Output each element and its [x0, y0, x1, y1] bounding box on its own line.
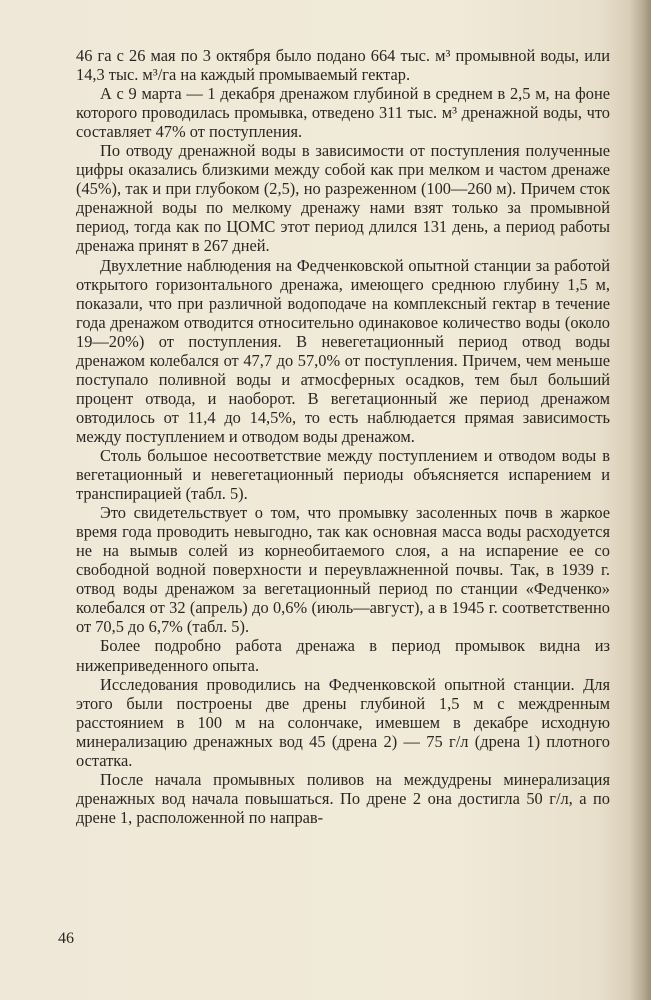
- body-text: [76, 46, 610, 827]
- paragraph: После начала промывных поливов на междудрены минерализация дренажных вод начала повышаться. По дрене 2 она достигла 50 г/л, а по дрене 1, расположенной по направ-: [76, 769, 610, 827]
- paragraph: Это свидетельствует о том, что промывку засоленных почв в жаркое время года проводить невыгодно, так как основная масса воды расходуется не на вымыв солей из корнеобитаемого слоя, а на испарение ее со свободной водной поверхности и переувлажненной почвы. Так, в 1939 г. отвод воды дренажом за вегетационный период по станции «Федченко» колебался от 32 (апрель) до 0,6% (июль—август), а в 1945 г. соответственно от 70,5 до 6,7% (табл. 5).: [76, 503, 610, 637]
- paragraph: Двухлетние наблюдения на Федченковской опытной станции за работой открытого горизонтального дренажа, имеющего среднюю глубину 1,5 м, показали, что при различной водоподаче на комплексный гектар в течение года дренажом отводится относительно одинаковое количество воды (около 19—20%) от поступления. В невегетационный период отвод воды дренажом колебался от 47,7 до 57,0% от поступления. Причем, чем меньше поступало поливной воды и атмосферных осадков, тем был больший процент отвода, и наоборот. В вегетационный же период дренажом овтодилось от 11,4 до 14,5%, то есть наблюдается прямая зависимость между поступлением и отводом воды дренажом.: [76, 255, 610, 446]
- paragraph: Столь большое несоответствие между поступлением и отводом воды в вегетационный и невегетационный периоды объясняется испарением и транспирацией (табл. 5).: [76, 445, 610, 504]
- paragraph: 46 га с 26 мая по 3 октября было подано 664 тыс. м³ промывной воды, или 14,3 тыс. м³/га на каждый промываемый гектар.: [76, 46, 610, 85]
- page-spine-shadow: [629, 0, 651, 1000]
- paragraph: По отводу дренажной воды в зависимости от поступления полученные цифры оказались близкими между собой как при мелком и частом дренаже (45%), так и при глубоком (2,5), но разреженном (100—260 м). Причем сток дренажной воды по мелкому дренажу нами взят только за промывной период, тогда как по ЦОМС этот период длился 131 день, а период работы дренажа принят в 267 дней.: [76, 141, 610, 256]
- paragraph: Более подробно работа дренажа в период промывок видна из нижеприведенного опыта.: [76, 636, 610, 675]
- page-number: 46: [58, 930, 74, 947]
- paragraph: Исследования проводились на Федченковской опытной станции. Для этого были построены две дрены глубиной 1,5 м с междренным расстоянием в 100 м на солончаке, имевшем в декабре исходную минерализацию дренажных вод 45 (дрена 2) — 75 г/л (дрена 1) плотного остатка.: [76, 674, 610, 770]
- paragraph: А с 9 марта — 1 декабря дренажом глубиной в среднем в 2,5 м, на фоне которого проводилась промывка, отведено 311 тыс. м³ дренажной воды, что составляет 47% от поступления.: [76, 84, 610, 142]
